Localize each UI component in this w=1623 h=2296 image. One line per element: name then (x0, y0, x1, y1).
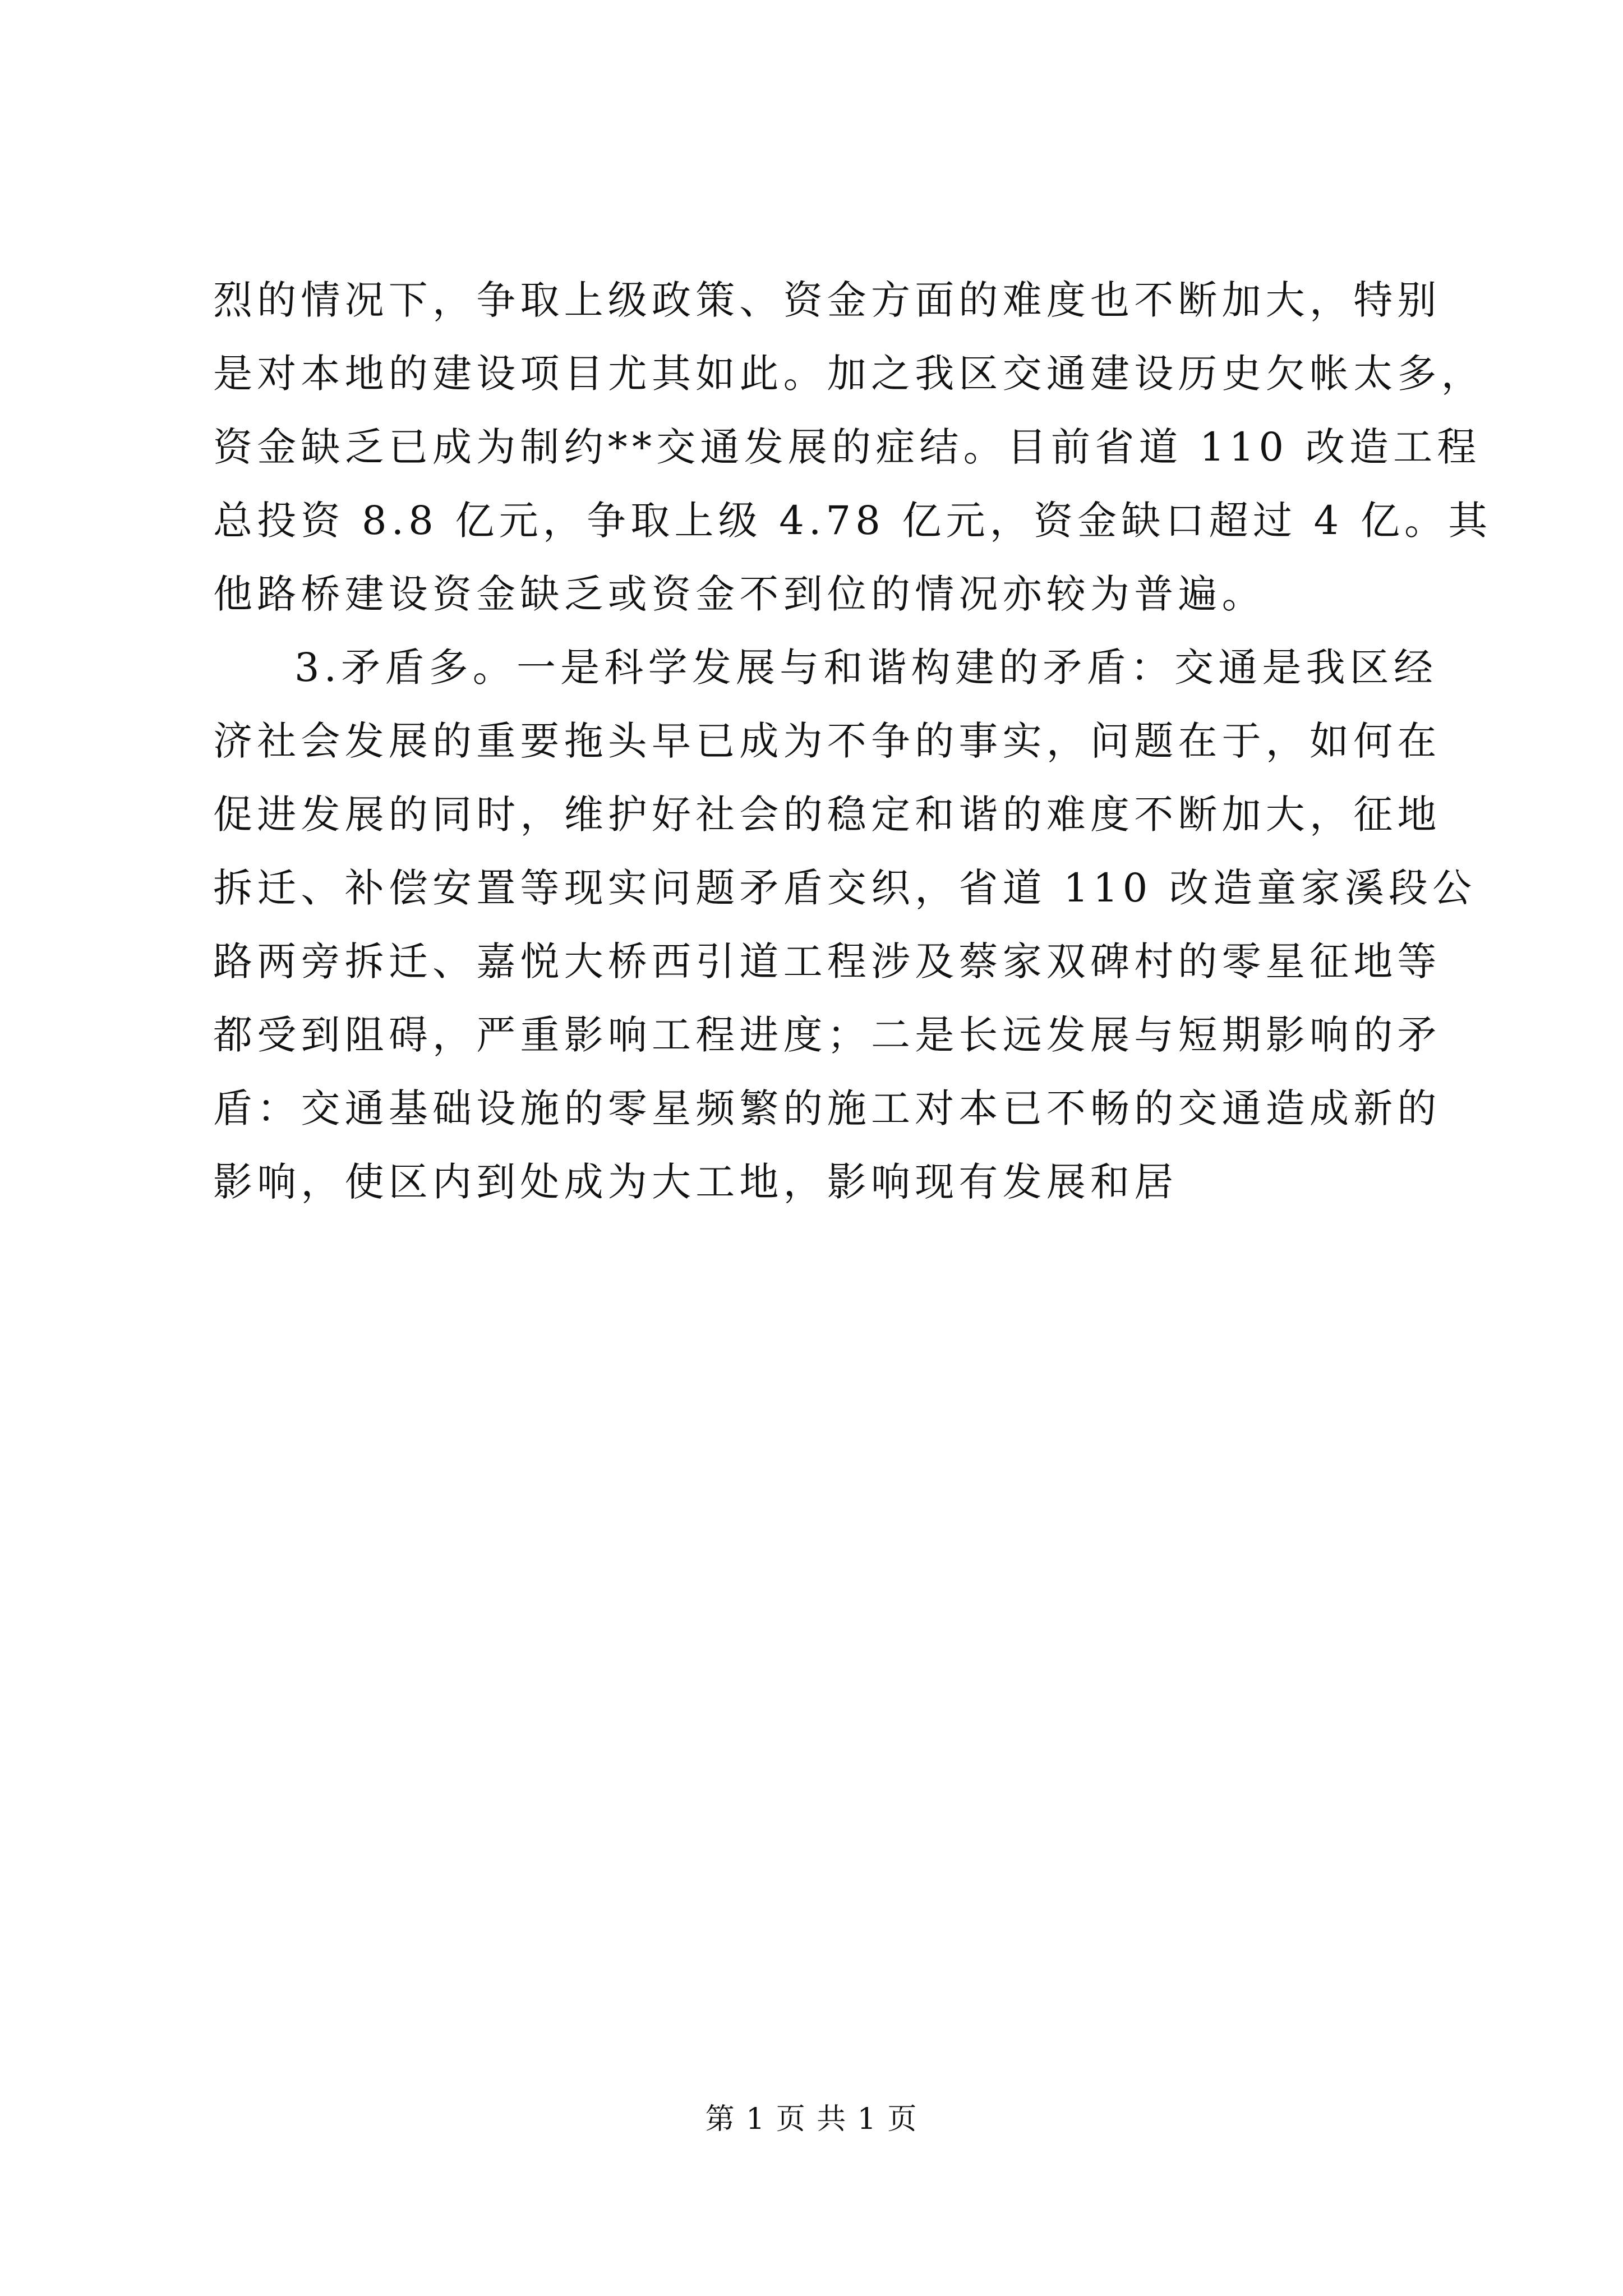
text-line: 影响，使区内到处成为大工地，影响现有发展和居 (213, 1159, 1178, 1205)
text-line: 是对本地的建设项目尤其如此。加之我区交通建设历史欠帐太多， (213, 351, 1485, 397)
text-line: 资金缺乏已成为制约**交通发展的症结。目前省道 110 改造工程 (213, 424, 1481, 470)
text-line: 都受到阻碍，严重影响工程进度；二是长远发展与短期影响的矛 (213, 1012, 1441, 1058)
text-line: 总投资 8.8 亿元，争取上级 4.78 亿元，资金缺口超过 4 亿。其 (213, 498, 1492, 544)
document-body (213, 264, 1492, 1219)
page-footer: 第 1 页 共 1 页 (705, 2102, 918, 2136)
text-line: 促进发展的同时，维护好社会的稳定和谐的难度不断加大，征地 (213, 792, 1441, 838)
text-line: 他路桥建设资金缺乏或资金不到位的情况亦较为普遍。 (213, 571, 1266, 617)
text-line: 拆迁、补偿安置等现实问题矛盾交织，省道 110 改造童家溪段公 (213, 865, 1477, 911)
paragraph-3 (213, 631, 1477, 1219)
text-line: 盾：交通基础设施的零星频繁的施工对本已不畅的交通造成新的 (213, 1085, 1441, 1131)
text-line-first: 3.矛盾多。一是科学发展与和谐构建的矛盾：交通是我区经 (294, 645, 1438, 691)
text-line: 路两旁拆迁、嘉悦大桥西引道工程涉及蔡家双碑村的零星征地等 (213, 938, 1441, 984)
text-line: 济社会发展的重要拖头早已成为不争的事实，问题在于，如何在 (213, 718, 1441, 764)
paragraph-continued (213, 264, 1492, 631)
text-line: 烈的情况下，争取上级政策、资金方面的难度也不断加大，特别 (213, 277, 1441, 323)
